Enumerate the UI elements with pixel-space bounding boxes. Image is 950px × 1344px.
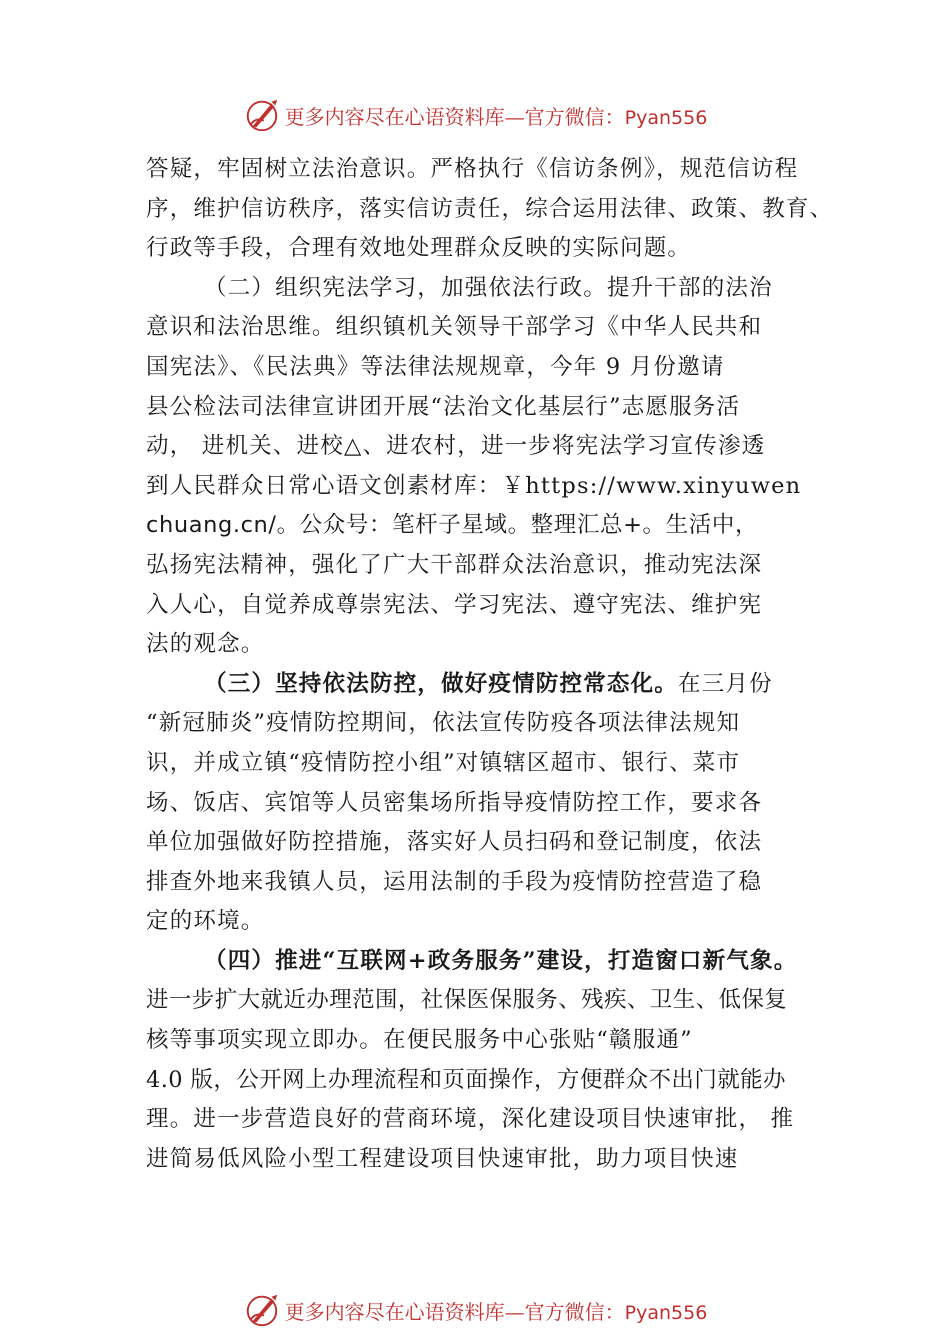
text-line: 进简易低风险小型工程建设项目快速审批，助力项目快速 [146,1145,739,1172]
banner-text: 更多内容尽在心语资料库—官方微信：Pyan556 [284,104,708,129]
text-line: 意识和法治思维。组织镇机关领导干部学习《中华人民共和 [146,314,763,341]
text-line: 入人心，自觉养成尊崇宪法、学习宪法、遵守宪法、维护宪 [146,591,763,618]
text-line: 定的环境。 [146,908,265,935]
text-line: 弘扬宪法精神，强化了广大干部群众法治意识，推动宪法深 [146,551,763,578]
text-line: 行政等手段，合理有效地处理群众反映的实际问题。 [146,235,692,262]
text-line: chuang.cn/。公众号：笔杆子星域。整理汇总+。生活中， [146,512,759,539]
document-body [146,150,836,1179]
text-line: 场、饭店、宾馆等人员密集场所指导疫情防控工作，要求各 [146,789,763,816]
footer-watermark-banner [0,1290,950,1330]
quill-logo-icon [243,96,281,134]
header-watermark-banner [0,95,950,135]
text-line: 国宪法》、《民法典》等法律法规规章，今年 9 月份邀请 [146,353,725,380]
text-line-url: 到人民群众日常心语文创素材库：￥https://www.xinyuwen [146,472,802,499]
banner-text: 更多内容尽在心语资料库—官方微信：Pyan556 [284,1299,708,1324]
text-line: 识，并成立镇“疫情防控小组”对镇辖区超市、银行、菜市 [146,749,741,776]
quill-logo-icon [243,1291,281,1329]
text-line: 法的观念。 [146,631,265,658]
text-line: 答疑，牢固树立法治意识。严格执行《信访条例》，规范信访程 [146,156,799,182]
text-line: 进一步扩大就近办理范围，社保医保服务、残疾、卫生、低保复 [146,987,788,1014]
text-line: 县公检法司法律宣讲团开展“法治文化基层行”志愿服务活 [146,393,741,420]
text-line: 排查外地来我镇人员，运用法制的手段为疫情防控营造了稳 [146,868,763,895]
section-four-heading: （四）推进“互联网+政务服务”建设，打造窗口新气象。 [204,947,798,974]
text-line: 序，维护信访秩序，落实信访责任，综合运用法律、政策、教育、 [146,195,834,222]
section-three-heading: （三）坚持依法防控，做好疫情防控常态化。在三月份 [204,670,773,697]
text-line: 核等事项实现立即办。在便民服务中心张贴“赣服通” [146,1027,693,1054]
text-line: 4.0 版，公开网上办理流程和页面操作，方便群众不出门就能办 [146,1066,786,1093]
text-line: 理。进一步营造良好的营商环境，深化建设项目快速审批， 推 [146,1106,795,1133]
section-two-heading: （二）组织宪法学习，加强依法行政。提升干部的法治 [204,274,773,301]
text-line: 单位加强做好防控措施，落实好人员扫码和登记制度，依法 [146,829,763,856]
text-line: 动， 进机关、进校△、进农村，进一步将宪法学习宣传渗透 [146,433,766,460]
text-line: “新冠肺炎”疫情防控期间，依法宣传防疫各项法律法规知 [146,710,741,737]
